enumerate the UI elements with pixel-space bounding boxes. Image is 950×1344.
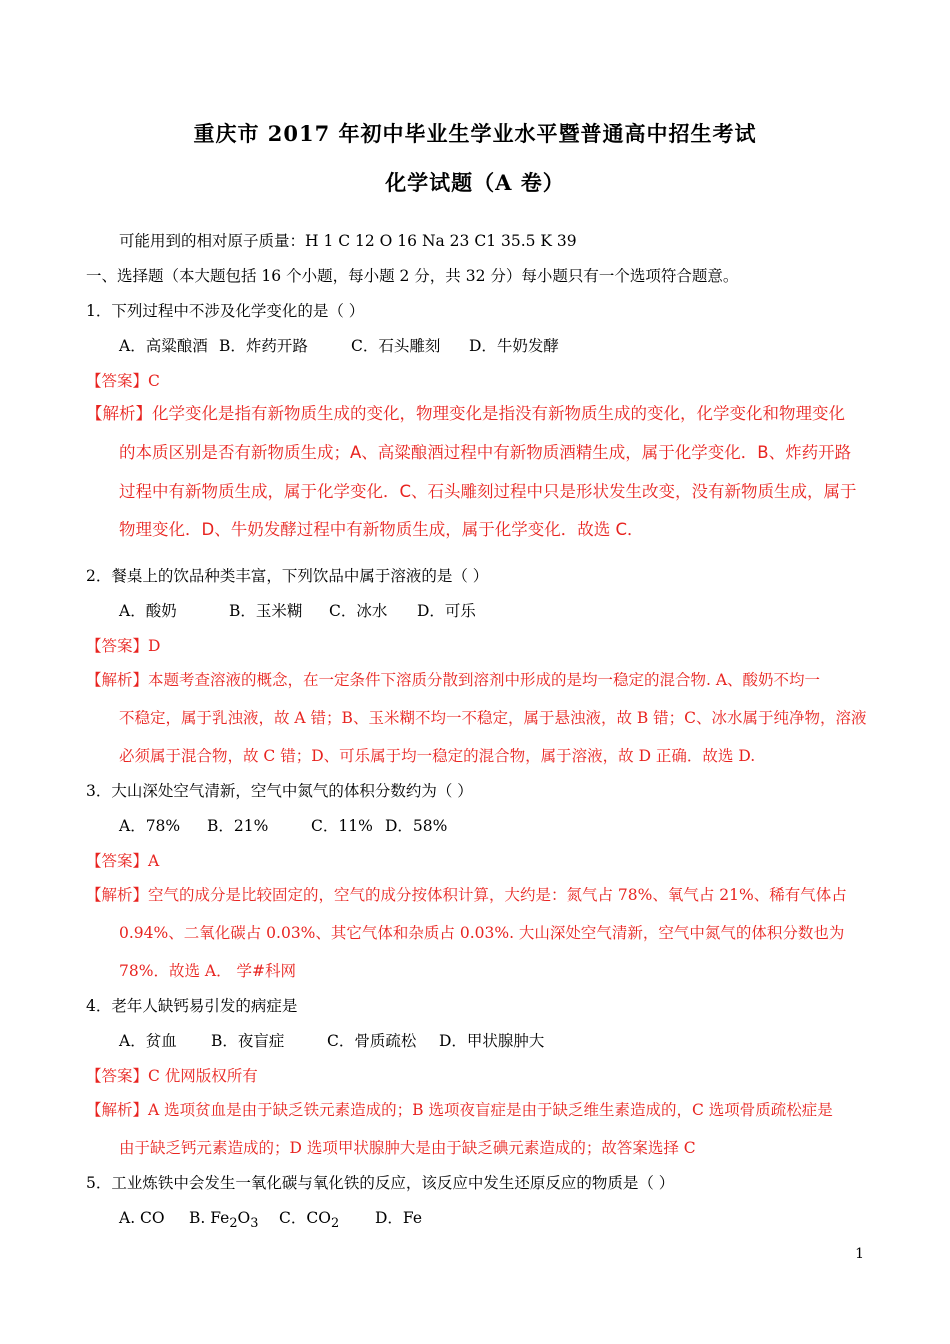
- option-d: D．可乐: [417, 602, 476, 620]
- option-c: C．$CO_2$: [279, 1209, 340, 1232]
- question-4-explanation-line: 【解析】A 选项贫血是由于缺乏铁元素造成的；B 选项夜盲症是由于缺乏维生素造成的，C 选项骨质疏松症是: [86, 1101, 833, 1119]
- atomic-masses: 可能用到的相对原子质量：H 1 C 12 O 16 Na 23 C1 35.5 K 39: [119, 232, 577, 250]
- section-heading: 一、选择题（本大题包括 16 个小题，每小题 2 分，共 32 分）每小题只有一个选项符合题意。: [86, 267, 739, 285]
- question-1-options: [119, 334, 559, 356]
- question-2-explanation-line: 不稳定，属于乳浊液，故 A 错；B、玉米糊不均一不稳定，属于悬浊液，故 B 错；C、冰水属于纯净物，溶液: [119, 709, 867, 727]
- question-2-answer: 【答案】D: [86, 637, 161, 655]
- option-b: B. $Fe_2O_3$: [189, 1209, 259, 1232]
- option-d: D．牛奶发酵: [469, 337, 559, 355]
- option-c: C．11%: [311, 817, 373, 835]
- exam-subtitle: 化学试题（A 卷）: [385, 170, 565, 195]
- option-a: A．酸奶: [119, 602, 177, 620]
- option-b: B．炸药开路: [219, 337, 308, 355]
- question-1-explanation-line: 物理变化．D、牛奶发酵过程中有新物质生成，属于化学变化．故选 C．: [119, 520, 644, 539]
- option-a: A．78%: [119, 817, 181, 835]
- option-d: D．Fe: [375, 1209, 423, 1227]
- question-5-stem: 5．工业炼铁中会发生一氧化碳与氧化铁的反应，该反应中发生还原反应的物质是（ ）: [86, 1174, 675, 1192]
- question-1-explanation-line: 【解析】化学变化是指有新物质生成的变化，物理变化是指没有新物质生成的变化，化学变化和物理变化: [86, 404, 845, 423]
- option-c: C．骨质疏松: [327, 1032, 417, 1050]
- question-2-options: [119, 599, 476, 621]
- question-4-options: [119, 1029, 544, 1051]
- option-b: B．玉米糊: [229, 602, 303, 620]
- question-1-stem: 1．下列过程中不涉及化学变化的是（ ）: [86, 302, 365, 320]
- exam-title: 重庆市 2017 年初中毕业生学业水平暨普通高中招生考试: [193, 121, 757, 146]
- question-4-stem: 4．老年人缺钙易引发的病症是: [86, 997, 298, 1015]
- option-d: D．58%: [385, 817, 448, 835]
- option-a: A．贫血: [119, 1032, 177, 1050]
- question-3-explanation-line: 【解析】空气的成分是比较固定的，空气的成分按体积计算，大约是：氮气占 78%、氧气占 21%、稀有气体占: [86, 886, 847, 904]
- question-2-explanation-line: 必须属于混合物，故 C 错；D、可乐属于均一稳定的混合物，属于溶液，故 D 正确．故选 D.: [119, 747, 756, 765]
- option-b: B．夜盲症: [211, 1032, 285, 1050]
- question-1-explanation-line: 过程中有新物质生成，属于化学变化．C、石头雕刻过程中只是形状发生改变，没有新物质生成，属于: [119, 482, 857, 501]
- option-c: C．冰水: [329, 602, 388, 620]
- option-d: D．甲状腺肿大: [439, 1032, 545, 1050]
- question-2-explanation-line: 【解析】本题考查溶液的概念，在一定条件下溶质分散到溶剂中形成的是均一稳定的混合物. A、酸奶不均一: [86, 671, 821, 689]
- option-c: C．石头雕刻: [351, 337, 441, 355]
- question-5-options: [119, 1206, 422, 1231]
- question-3-answer: 【答案】A: [86, 852, 160, 870]
- question-1-explanation-line: 的本质区别是否有新物质生成；A、高粱酿酒过程中有新物质酒精生成，属于化学变化．B、炸药开路: [119, 443, 852, 462]
- question-3-explanation-line: 0.94%、二氧化碳占 0.03%、其它气体和杂质占 0.03%. 大山深处空气清新，空气中氮气的体积分数也为: [119, 924, 845, 942]
- question-4-answer: 【答案】C 优网版权所有: [86, 1067, 258, 1085]
- question-3-options: [119, 814, 447, 836]
- option-a: A．高粱酿酒: [119, 337, 208, 355]
- question-4-explanation-line: 由于缺乏钙元素造成的；D 选项甲状腺肿大是由于缺乏碘元素造成的；故答案选择 C: [119, 1139, 696, 1157]
- question-3-explanation-line: 78%．故选 A． 学#科网: [119, 962, 296, 980]
- question-3-stem: 3．大山深处空气清新，空气中氮气的体积分数约为（ ）: [86, 782, 473, 800]
- option-b: B．21%: [207, 817, 269, 835]
- option-a: A. CO: [119, 1209, 165, 1227]
- question-2-stem: 2．餐桌上的饮品种类丰富，下列饮品中属于溶液的是（ ）: [86, 567, 489, 585]
- question-1-answer: 【答案】C: [86, 372, 160, 390]
- page-number: 1: [855, 1246, 864, 1262]
